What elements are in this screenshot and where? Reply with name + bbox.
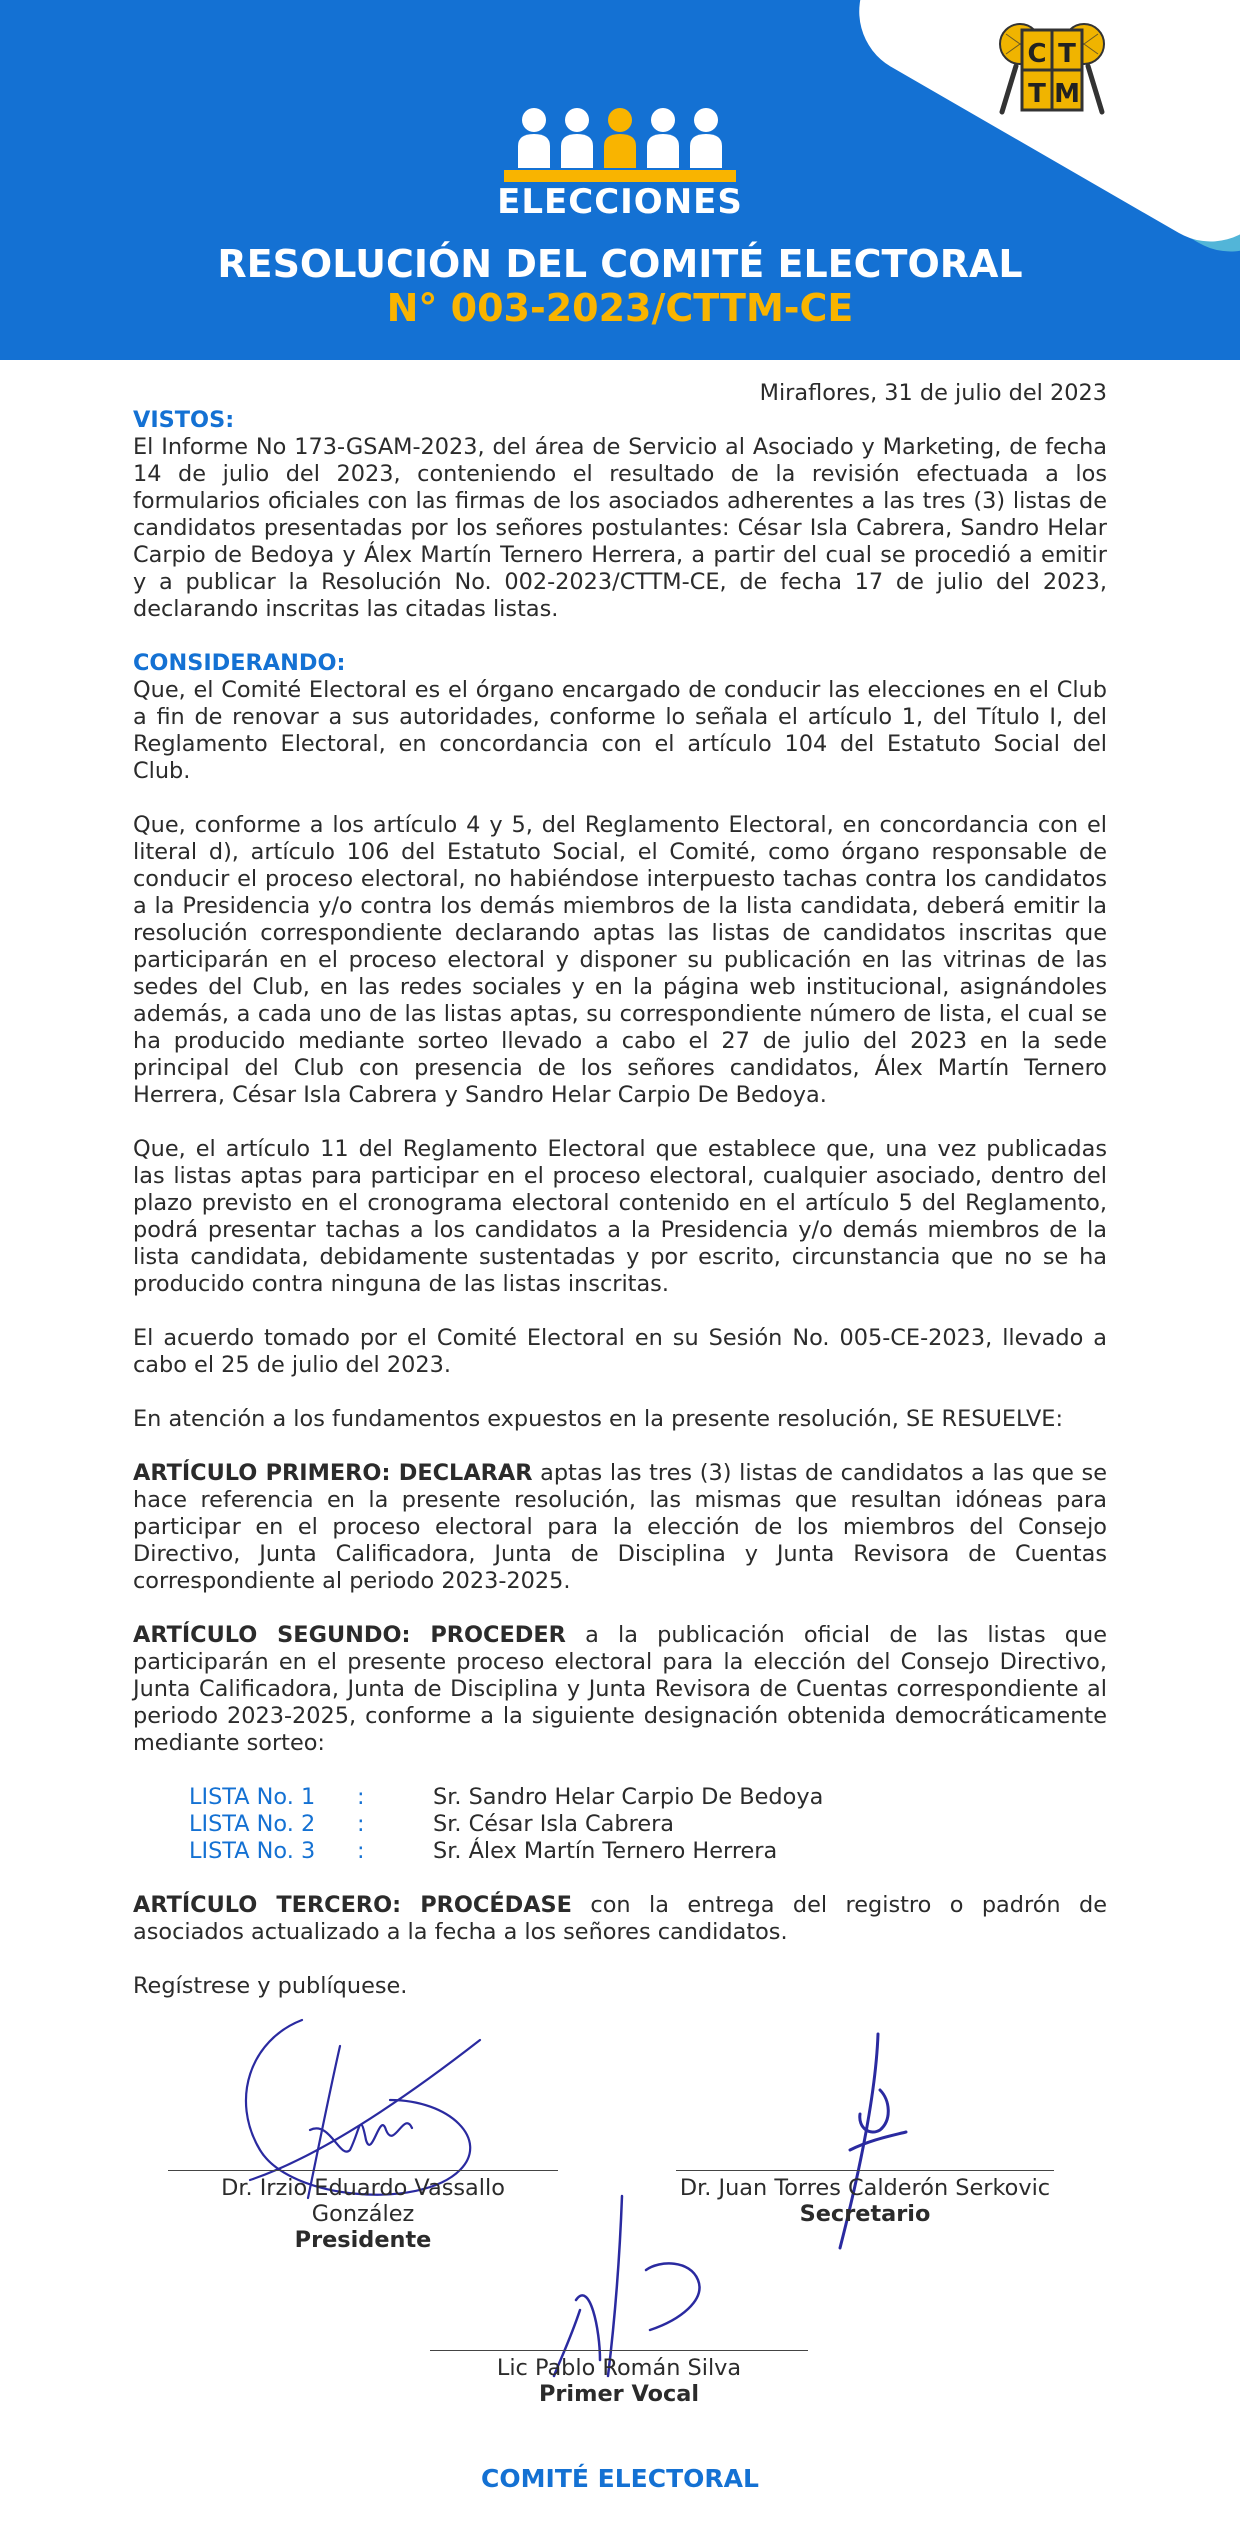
considerando-paragraph-2: Que, conforme a los artículo 4 y 5, del Reglamento Electoral, en concordancia con el literal d), artículo 106 del Estatuto Social, el Comité, como órgano responsable de conducir el proceso electoral, no habiéndose interpuesto tachas contra los candidatos a la Presidencia y/o contra los demás miembros de la lista candidata, deberá emitir la resolución correspondiente declarando aptas las listas de candidatos inscritas que participarán en el proceso electoral y disponer su publicación en las vitrinas de las sedes del Club, en las redes sociales y en la página web institucional, asignándoles además, a cada uno de las listas aptas, su correspondiente número de lista, el cual se ha producido mediante sorteo llevado a cabo el 27 de julio del 2023 en la sede principal del Club con presencia de los señores candidatos, Álex Martín Ternero Herrera, César Isla Cabrera y Sandro Helar Carpio De Bedoya. [133,812,1107,1108]
resolution-number: N° 003-2023/CTTM-CE [386,286,854,330]
document-date: Miraflores, 31 de julio del 2023 [759,380,1107,406]
list-label: LISTA No. 3 [189,1838,316,1864]
signatory-name: Lic Pablo Román Silva [496,2355,742,2381]
cttm-logo-icon [996,14,1108,118]
closing-line: Regístrese y publíquese. [133,1973,408,1999]
signatory-role: Presidente [294,2227,432,2253]
list-candidate: Sr. César Isla Cabrera [433,1811,675,1837]
article-3-text: con la entrega del registro o padrón de asociados actualizado a la fecha a los señores candidatos. [133,1892,1107,1945]
considerando-paragraph-1: Que, el Comité Electoral es el órgano encargado de conducir las elecciones en el Club a fin de renovar a sus autoridades, conforme lo señala el artículo 1, del Título I, del Reglamento Electoral, en concordancia con el artículo 104 del Estatuto Social del Club. [133,677,1107,784]
list-candidate: Sr. Sandro Helar Carpio De Bedoya [433,1784,824,1810]
list-item [189,1838,1107,1865]
article-1 [133,1460,1107,1595]
list-separator: : [357,1811,365,1837]
signatory-role: Secretario [799,2201,931,2227]
list-item [189,1784,1107,1811]
article-1-text: aptas las tres (3) listas de candidatos a las que se hace referencia en la presente resolución, las mismas que resultan idóneas para participar en el proceso electoral para la elección de los miembros del Consejo Directivo, Junta Calificadora, Junta de Disciplina y Junta Revisora de Cuentas correspondiente al periodo 2023-2025. [133,1460,1107,1594]
document-body [133,380,1107,2000]
logo-letter: C [1027,39,1047,69]
signature-block-vocal [430,2350,808,2407]
article-2-lead: ARTÍCULO SEGUNDO: PROCEDER [133,1622,566,1648]
logo-letter: T [1058,39,1076,69]
vistos-paragraph: El Informe No 173-GSAM-2023, del área de Servicio al Asociado y Marketing, de fecha 14 de julio del 2023, conteniendo el resultado de la revisión efectuada a los formularios oficiales con las firmas de los asociados adherentes a las tres (3) listas de candidatos presentadas por los señores postulantes: César Isla Cabrera, Sandro Helar Carpio de Bedoya y Álex Martín Ternero Herrera, a partir del cual se procedió a emitir y a publicar la Resolución No. 002-2023/CTTM-CE, de fecha 17 de julio del 2023, declarando inscritas las citadas listas. [133,434,1107,622]
article-1-lead: ARTÍCULO PRIMERO: DECLARAR [133,1460,533,1486]
list-candidate: Sr. Álex Martín Ternero Herrera [433,1838,778,1864]
list-separator: : [357,1784,365,1810]
article-3 [133,1892,1107,1946]
candidate-lists [189,1784,1107,1865]
list-label: LISTA No. 2 [189,1811,316,1837]
list-separator: : [357,1838,365,1864]
logo-letter: M [1054,79,1080,109]
vistos-heading: VISTOS: [133,407,235,433]
signature-block-secretary [676,2170,1054,2227]
resuelve-paragraph: En atención a los fundamentos expuestos en la presente resolución, SE RESUELVE: [133,1406,1063,1432]
logo-letter: T [1028,79,1046,109]
resolution-title: RESOLUCIÓN DEL COMITÉ ELECTORAL [217,242,1023,286]
considerando-paragraph-4: El acuerdo tomado por el Comité Electoral en su Sesión No. 005-CE-2023, llevado a cabo el 25 de julio del 2023. [133,1325,1107,1378]
article-2-text: a la publicación oficial de las listas que participarán en el presente proceso electoral para la elección del Consejo Directivo, Junta Calificadora, Junta de Disciplina y Junta Revisora de Cuentas correspondiente al periodo 2023-2025, conforme a la siguiente designación obtenida democráticamente mediante sorteo: [133,1622,1107,1756]
article-2 [133,1622,1107,1757]
signatory-name: Dr. Juan Torres Calderón Serkovic [679,2175,1051,2201]
list-item [189,1811,1107,1838]
list-label: LISTA No. 1 [189,1784,316,1810]
voters-icon [504,106,736,184]
considerando-paragraph-3: Que, el artículo 11 del Reglamento Electoral que establece que, una vez publicadas las listas aptas para participar en el proceso electoral, cualquier asociado, dentro del plazo previsto en el cronograma electoral contenido en el artículo 5 del Reglamento, podrá presentar tachas a los candidatos a la Presidencia y/o demás miembros de la lista candidata, debidamente sustentadas y por escrito, circunstancia que no se ha producido contra ninguna de las listas inscritas. [133,1136,1107,1297]
elections-label: ELECCIONES [497,182,743,222]
header-banner [0,0,1240,360]
signatory-role: Primer Vocal [538,2381,700,2407]
article-3-lead: ARTÍCULO TERCERO: PROCÉDASE [133,1892,572,1918]
considerando-heading: CONSIDERANDO: [133,650,346,676]
footer-committee-label: COMITÉ ELECTORAL [481,2464,759,2493]
signature-block-president [168,2170,558,2253]
signatory-name: Dr. Irzio Eduardo Vassallo González [221,2175,505,2227]
